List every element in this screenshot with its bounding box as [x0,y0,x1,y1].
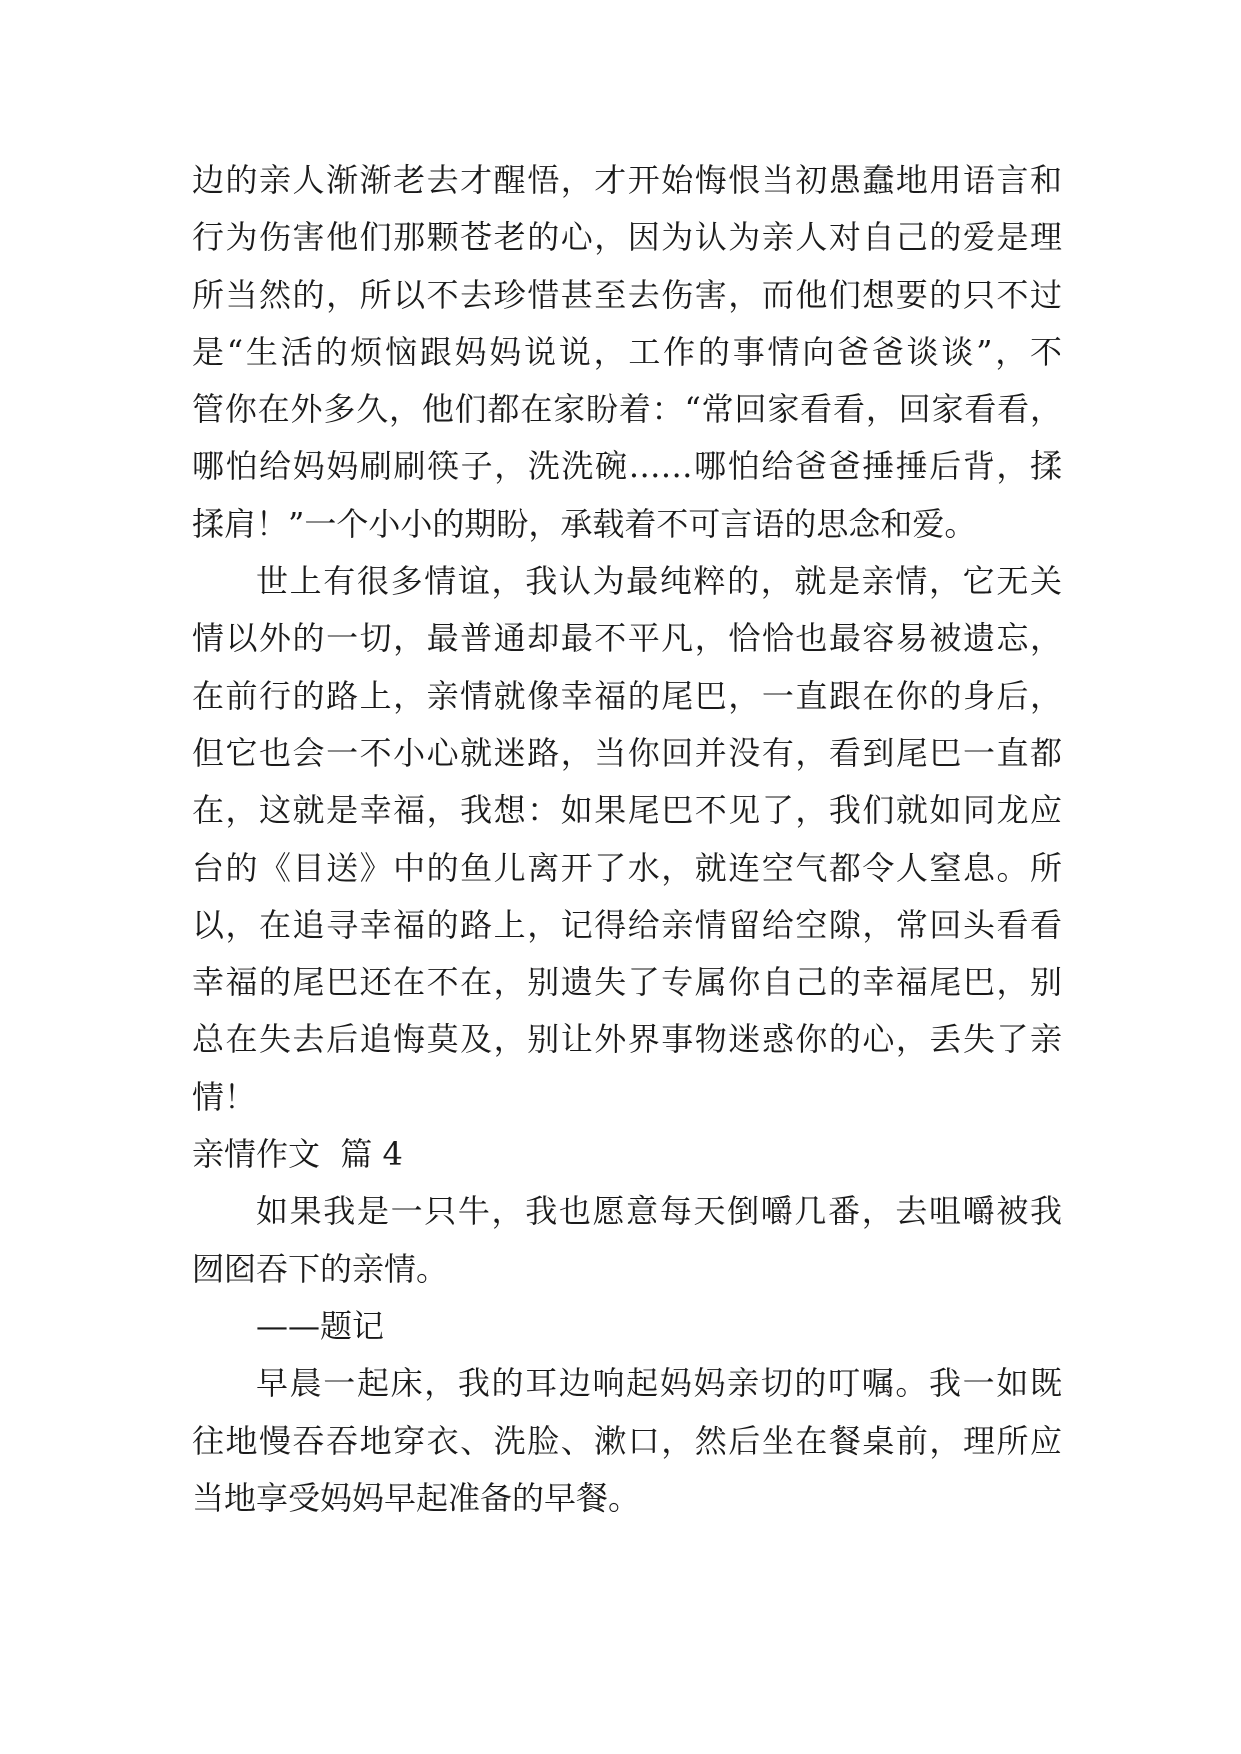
text-line: 管你在外多久，他们都在家盼着：“常回家看看，回家看看， [192,390,1062,429]
text-line: 幸福的尾巴还在不在，别遗失了专属你自己的幸福尾巴，别 [192,963,1062,1002]
text-line: 所当然的，所以不去珍惜甚至去伤害，而他们想要的只不过 [192,275,1062,314]
text-line: 囫囵吞下的亲情。 [192,1249,449,1288]
paragraph-first-line: 世上有很多情谊，我认为最纯粹的，就是亲情，它无关 [256,562,1062,601]
text-line: 台的《目送》中的鱼儿离开了水，就连空气都令人窒息。所 [192,848,1062,887]
text-line: 总在失去后追悔莫及，别让外界事物迷惑你的心，丢失了亲 [192,1020,1062,1059]
paragraph-first-line: 早晨一起床，我的耳边响起妈妈亲切的叮嘱。我一如既 [256,1364,1062,1403]
text-line: 以，在追寻幸福的路上，记得给亲情留给空隙，常回头看看 [192,905,1062,944]
text-line: 当地享受妈妈早起准备的早餐。 [192,1478,641,1517]
document-body [192,152,1062,1527]
text-line: 哪怕给妈妈刷刷筷子，洗洗碗……哪怕给爸爸捶捶后背，揉 [192,447,1062,486]
text-line: 是“生活的烦恼跟妈妈说说，工作的事情向爸爸谈谈”，不 [192,332,1062,371]
text-line: 边的亲人渐渐老去才醒悟，才开始悔恨当初愚蠢地用语言和 [192,161,1062,199]
text-line: 情以外的一切，最普通却最不平凡，恰恰也最容易被遗忘， [192,619,1062,658]
paragraph-first-line: 如果我是一只牛，我也愿意每天倒嚼几番，去咀嚼被我 [256,1192,1062,1231]
text-line: 情！ [192,1077,257,1116]
text-line: 行为伤害他们那颗苍老的心，因为认为亲人对自己的爱是理 [192,218,1062,257]
text-line: 揉肩！”一个小小的期盼，承载着不可言语的思念和爱。 [192,504,977,543]
text-line: 在，这就是幸福，我想：如果尾巴不见了，我们就如同龙应 [192,791,1062,830]
text-line: 在前行的路上，亲情就像幸福的尾巴，一直跟在你的身后， [192,676,1062,715]
section-heading: 亲情作文 篇 4 [192,1135,403,1174]
text-line: 往地慢吞吞地穿衣、洗脸、漱口，然后坐在餐桌前，理所应 [192,1421,1062,1460]
text-line: 但它也会一不小心就迷路，当你回并没有，看到尾巴一直都 [192,733,1062,772]
epigraph-attribution: ——题记 [256,1306,385,1345]
